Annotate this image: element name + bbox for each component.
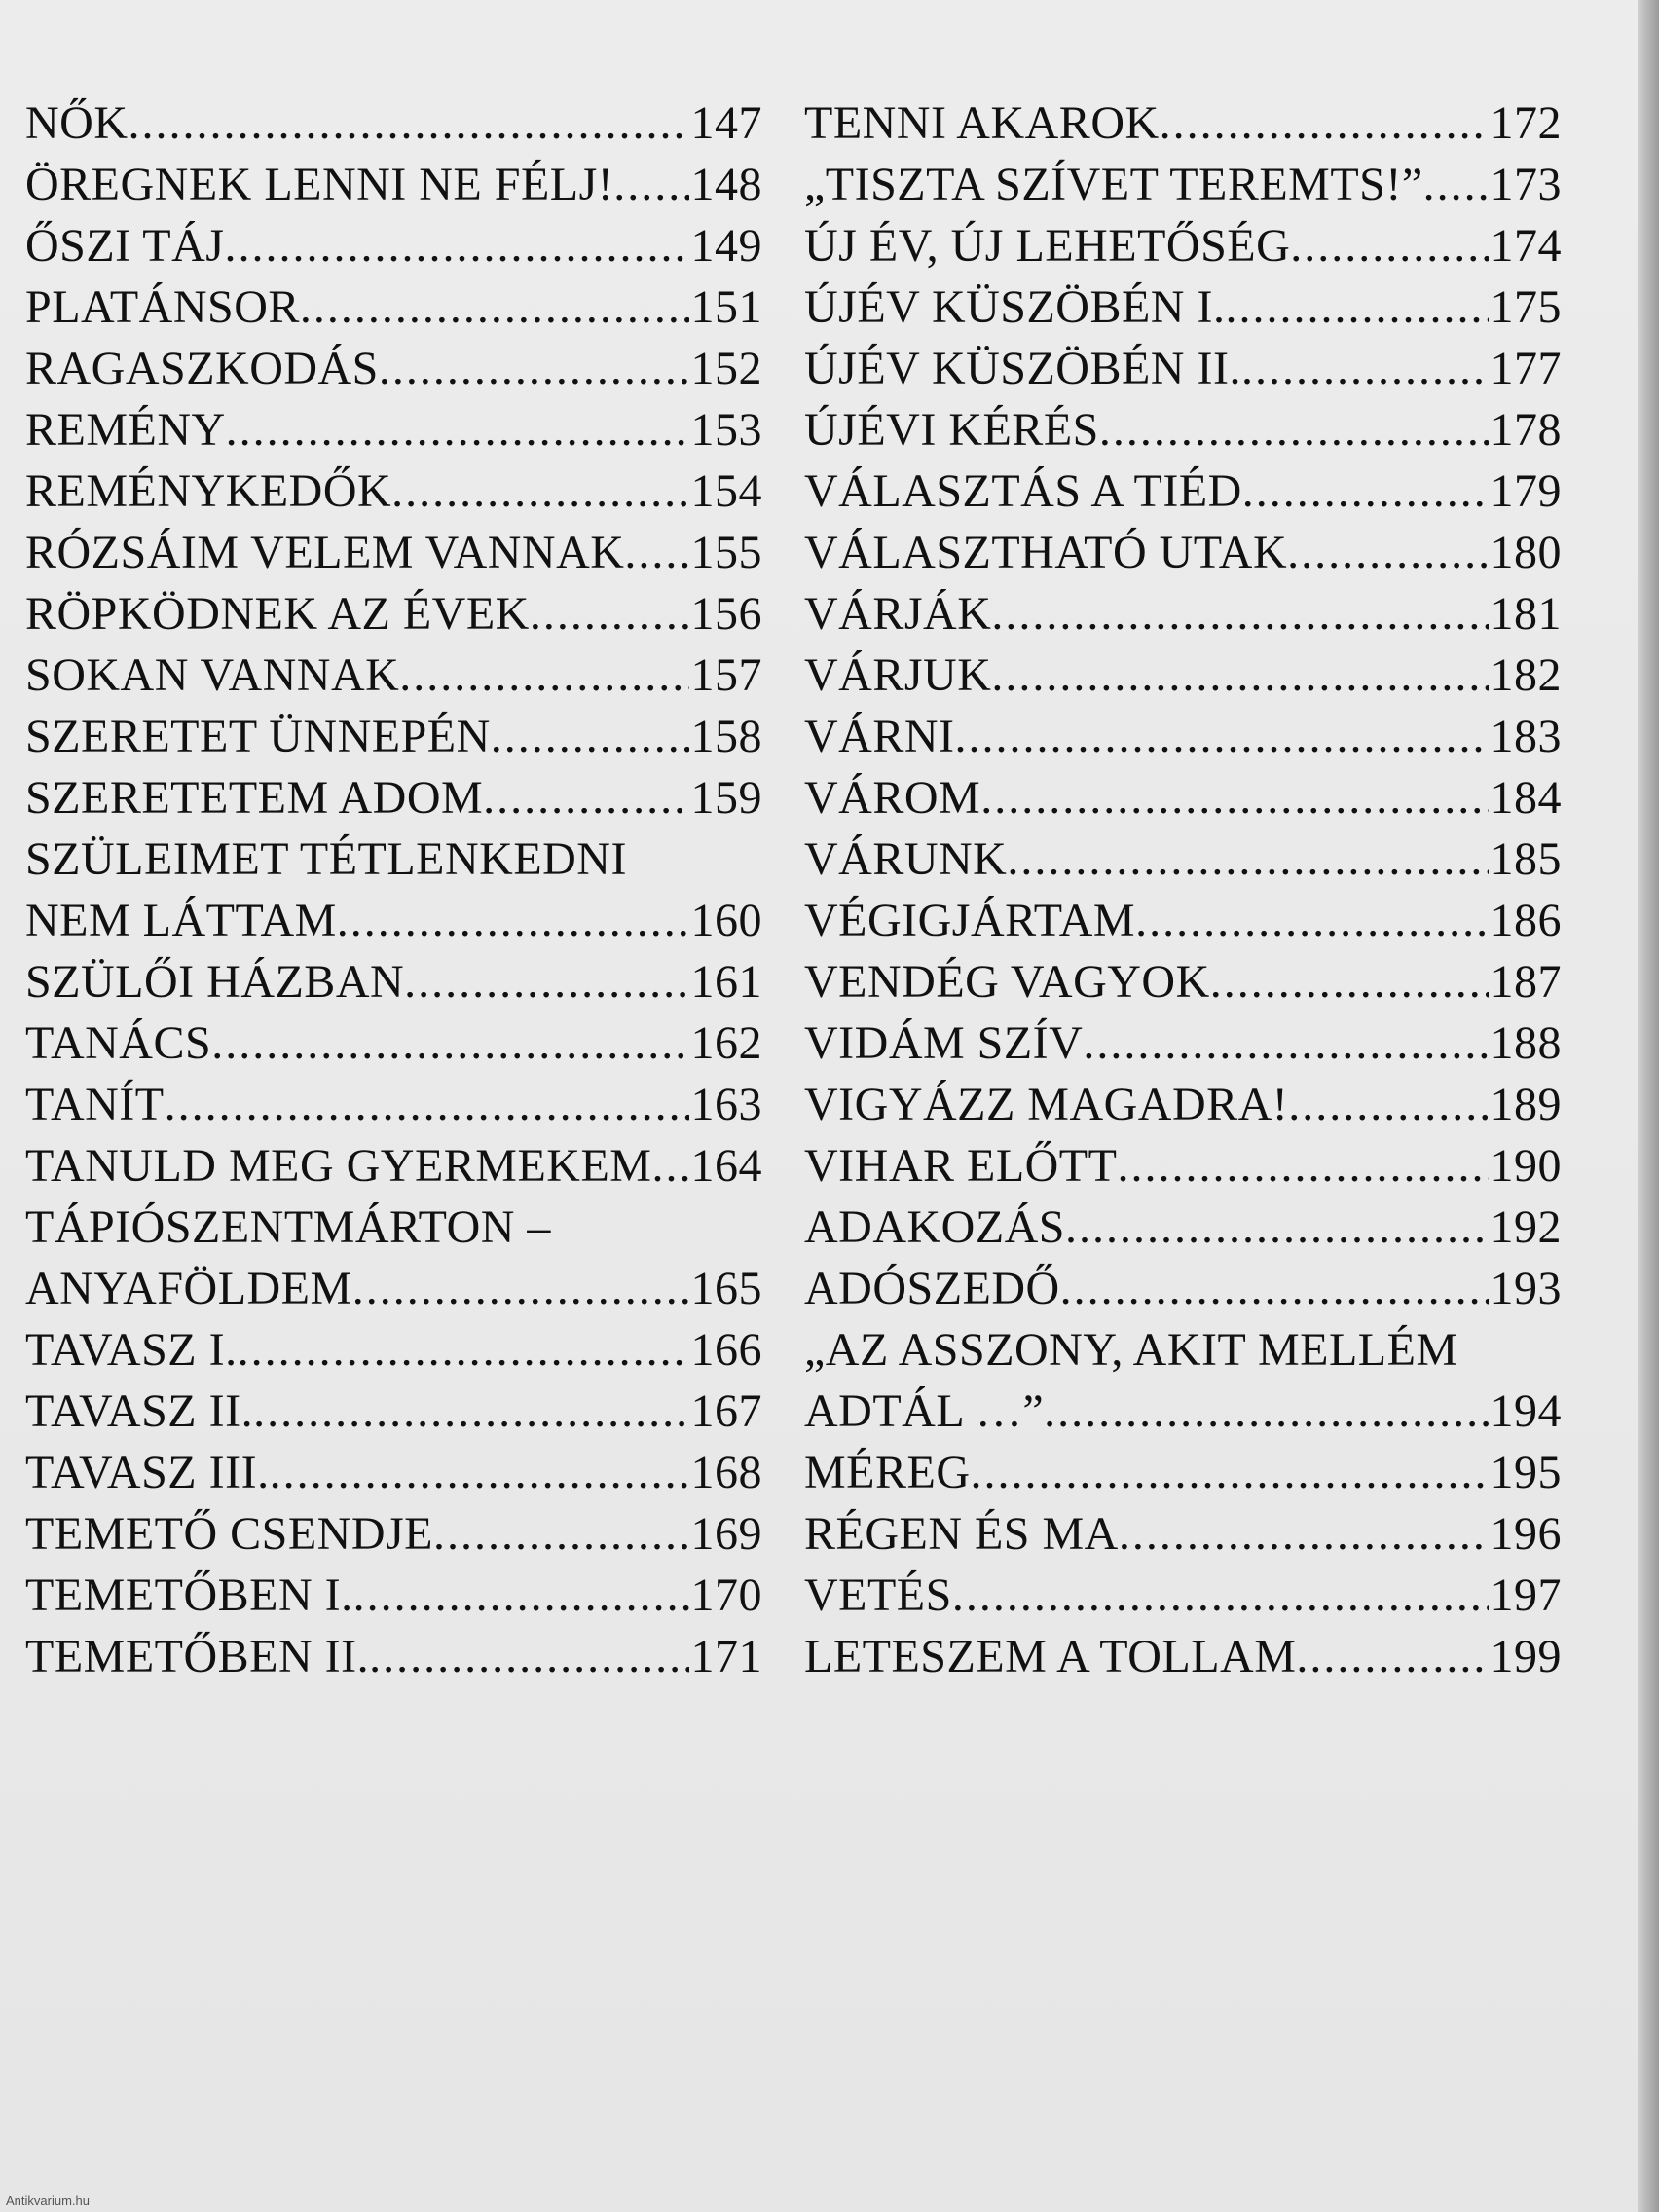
- toc-entry-page-number: 183: [1490, 711, 1562, 762]
- toc-leader-dots: [1065, 1197, 1489, 1258]
- toc-entry: [25, 890, 762, 951]
- toc-leader-dots: [980, 767, 1488, 829]
- toc-entry-title: ÚJÉVI KÉRÉS: [804, 404, 1099, 456]
- toc-entry-page-number: 149: [690, 220, 762, 272]
- toc-entry: [804, 951, 1562, 1013]
- toc-leader-dots: [1119, 1503, 1489, 1565]
- toc-entry-page-number: 192: [1490, 1201, 1562, 1253]
- toc-entry-title: VIGYÁZZ MAGADRA!: [804, 1079, 1289, 1130]
- toc-entry-title: TEMETŐ CSENDJE: [25, 1508, 433, 1560]
- toc-entry: [25, 522, 762, 583]
- toc-leader-dots: [624, 522, 688, 583]
- toc-entry: [804, 583, 1562, 645]
- toc-leader-dots: [1290, 215, 1488, 276]
- toc-entry-page-number: 186: [1490, 895, 1562, 946]
- toc-entry-title: REMÉNYKEDŐK: [25, 465, 392, 517]
- toc-entry-page-number: 177: [1490, 343, 1562, 394]
- toc-entry: [25, 154, 762, 215]
- toc-leader-dots: [1288, 1074, 1488, 1135]
- toc-entry: [25, 1135, 762, 1197]
- toc-entry: [804, 706, 1562, 767]
- toc-leader-dots: [1210, 951, 1489, 1013]
- toc-entry-title: RAGASZKODÁS: [25, 343, 379, 394]
- toc-leader-dots: [1242, 461, 1489, 522]
- toc-entry: [804, 767, 1562, 829]
- toc-entry-page-number: 153: [690, 404, 762, 456]
- toc-entry: [804, 399, 1562, 461]
- toc-leader-dots: [971, 1442, 1489, 1503]
- toc-entry-title: TAVASZ II.: [25, 1385, 254, 1437]
- toc-entry-page-number: 189: [1490, 1079, 1562, 1130]
- toc-entry-page-number: 185: [1490, 833, 1562, 885]
- toc-leader-dots: [1225, 276, 1488, 338]
- toc-entry: [25, 1319, 762, 1381]
- toc-entry-title: VENDÉG VAGYOK: [804, 956, 1210, 1008]
- toc-entry-page-number: 193: [1490, 1263, 1562, 1314]
- toc-entry: [804, 1258, 1562, 1319]
- toc-entry: [804, 1565, 1562, 1626]
- toc-entry: [25, 1442, 762, 1503]
- toc-leader-dots: [369, 1626, 688, 1687]
- toc-entry-page-number: 167: [690, 1385, 762, 1437]
- toc-leader-dots: [613, 154, 688, 215]
- toc-entry-page-number: 169: [690, 1508, 762, 1560]
- watermark: Antikvarium.hu: [6, 2194, 90, 2208]
- toc-entry-page-number: 155: [690, 527, 762, 578]
- toc-entry-page-number: 161: [690, 956, 762, 1008]
- toc-leader-dots: [952, 1565, 1489, 1626]
- toc-entry-title: RÖPKÖDNEK AZ ÉVEK: [25, 588, 530, 640]
- toc-entry-title: TANÁCS: [25, 1017, 212, 1069]
- toc-entry-page-number: 147: [690, 97, 762, 149]
- toc-entry-page-number: 194: [1490, 1385, 1562, 1437]
- toc-entry: [25, 1503, 762, 1565]
- toc-leader-dots: [379, 338, 689, 399]
- toc-entry: [25, 399, 762, 461]
- toc-entry-title: VETÉS: [804, 1569, 952, 1621]
- toc-leader-dots: [399, 645, 688, 706]
- toc-entry: [25, 829, 762, 890]
- toc-entry-title: ÚJÉV KÜSZÖBÉN II.: [804, 343, 1241, 394]
- toc-entry-page-number: 199: [1490, 1631, 1562, 1682]
- toc-entry-page-number: 195: [1490, 1447, 1562, 1498]
- toc-right-column: [804, 92, 1562, 1687]
- toc-entry: [804, 154, 1562, 215]
- toc-entry-page-number: 154: [690, 465, 762, 517]
- toc-entry-title: ÖREGNEK LENNI NE FÉLJ!: [25, 159, 614, 210]
- toc-entry: [25, 1258, 762, 1319]
- toc-entry: [804, 1626, 1562, 1687]
- toc-entry: [25, 583, 762, 645]
- toc-leader-dots: [1160, 92, 1489, 154]
- toc-entry-title: VÁRUNK: [804, 833, 1008, 885]
- toc-entry-title: SZÜLEIMET TÉTLENKEDNI: [25, 833, 627, 885]
- toc-leader-dots: [991, 583, 1488, 645]
- toc-entry: [804, 829, 1562, 890]
- toc-entry: [804, 1013, 1562, 1074]
- toc-entry: [804, 522, 1562, 583]
- toc-entry: [25, 706, 762, 767]
- toc-leader-dots: [1099, 399, 1489, 461]
- toc-leader-dots: [211, 1013, 688, 1074]
- toc-entry-page-number: 172: [1490, 97, 1562, 149]
- toc-entry-title: TAVASZ III.: [25, 1447, 270, 1498]
- toc-leader-dots: [300, 276, 689, 338]
- toc-entry-title: VÉGIGJÁRTAM: [804, 895, 1136, 946]
- toc-leader-dots: [1007, 829, 1488, 890]
- toc-entry: [804, 461, 1562, 522]
- toc-entry-title: TANÍT: [25, 1079, 165, 1130]
- toc-entry: [804, 92, 1562, 154]
- toc-entry-title: NŐK: [25, 97, 129, 149]
- toc-entry-title: VÁLASZTHATÓ UTAK: [804, 527, 1288, 578]
- toc-leader-dots: [530, 583, 689, 645]
- toc-entry-title: ADÓSZEDŐ: [804, 1263, 1060, 1314]
- toc-entry-page-number: 163: [690, 1079, 762, 1130]
- toc-entry-page-number: 187: [1490, 956, 1562, 1008]
- toc-entry-title: VIHAR ELŐTT: [804, 1140, 1118, 1192]
- toc-entry-page-number: 164: [690, 1140, 762, 1192]
- toc-leader-dots: [491, 706, 689, 767]
- toc-leader-dots: [1296, 1626, 1488, 1687]
- toc-entry: [25, 1013, 762, 1074]
- toc-entry-title: VÁRJÁK: [804, 588, 992, 640]
- toc-entry-page-number: 156: [690, 588, 762, 640]
- toc-entry-page-number: 179: [1490, 465, 1562, 517]
- toc-entry-page-number: 173: [1490, 159, 1562, 210]
- toc-entry-page-number: 162: [690, 1017, 762, 1069]
- toc-entry-page-number: 160: [690, 895, 762, 946]
- toc-entry-title: TEMETŐBEN II.: [25, 1631, 370, 1682]
- toc-entry-page-number: 174: [1490, 220, 1562, 272]
- toc-entry: [25, 1381, 762, 1442]
- toc-entry-page-number: 158: [690, 711, 762, 762]
- toc-entry: [25, 767, 762, 829]
- toc-leader-dots: [391, 461, 688, 522]
- toc-entry-title: ANYAFÖLDEM: [25, 1263, 352, 1314]
- toc-entry: [804, 890, 1562, 951]
- toc-entry: [25, 1197, 762, 1258]
- toc-entry-page-number: 165: [690, 1263, 762, 1314]
- toc-entry: [804, 215, 1562, 276]
- toc-entry-title: LETESZEM A TOLLAM: [804, 1631, 1297, 1682]
- toc-entry: [804, 1074, 1562, 1135]
- page-edge-shadow: [1638, 0, 1659, 2212]
- toc-entry: [25, 1074, 762, 1135]
- toc-entry-title: ŐSZI TÁJ: [25, 220, 225, 272]
- toc-entry-title: SZERETET ÜNNEPÉN: [25, 711, 491, 762]
- toc-entry-page-number: 159: [690, 772, 762, 824]
- toc-entry-page-number: 182: [1490, 649, 1562, 701]
- toc-entry-title: TEMETŐBEN I.: [25, 1569, 353, 1621]
- toc-leader-dots: [337, 890, 689, 951]
- toc-entry: [25, 1626, 762, 1687]
- toc-entry-page-number: 197: [1490, 1569, 1562, 1621]
- toc-entry: [804, 1319, 1562, 1381]
- toc-entry-title: ÚJ ÉV, ÚJ LEHETŐSÉG: [804, 220, 1291, 272]
- toc-entry-title: ADTÁL …”: [804, 1385, 1045, 1437]
- toc-entry-title: ÚJÉV KÜSZÖBÉN I.: [804, 281, 1226, 333]
- toc-entry-page-number: 151: [690, 281, 762, 333]
- toc-leader-dots: [1060, 1258, 1489, 1319]
- toc-leader-dots: [433, 1503, 689, 1565]
- toc-entry-page-number: 148: [690, 159, 762, 210]
- toc-entry-title: TANULD MEG GYERMEKEM: [25, 1140, 652, 1192]
- toc-entry-title: SOKAN VANNAK: [25, 649, 400, 701]
- toc-entry-page-number: 166: [690, 1324, 762, 1376]
- toc-entry-page-number: 171: [690, 1631, 762, 1682]
- toc-entry-title: PLATÁNSOR: [25, 281, 300, 333]
- toc-leader-dots: [1287, 522, 1488, 583]
- toc-entry-title: TÁPIÓSZENTMÁRTON –: [25, 1201, 551, 1253]
- toc-entry-title: MÉREG: [804, 1447, 971, 1498]
- toc-entry-page-number: 178: [1490, 404, 1562, 456]
- toc-entry-title: NEM LÁTTAM: [25, 895, 337, 946]
- toc-entry: [25, 951, 762, 1013]
- toc-entry-page-number: 168: [690, 1447, 762, 1498]
- toc-entry-title: „AZ ASSZONY, AKIT MELLÉM: [804, 1324, 1458, 1376]
- toc-entry: [25, 645, 762, 706]
- toc-entry-page-number: 190: [1490, 1140, 1562, 1192]
- toc-entry-title: RÉGEN ÉS MA: [804, 1508, 1119, 1560]
- toc-entry-page-number: 157: [690, 649, 762, 701]
- toc-entry: [25, 1565, 762, 1626]
- toc-leader-dots: [1241, 338, 1489, 399]
- toc-leader-dots: [955, 706, 1489, 767]
- toc-entry: [25, 215, 762, 276]
- toc-leader-dots: [129, 92, 689, 154]
- toc-entry-page-number: 180: [1490, 527, 1562, 578]
- toc-entry-page-number: 170: [690, 1569, 762, 1621]
- toc-entry-title: RÓZSÁIM VELEM VANNAK: [25, 527, 625, 578]
- toc-leader-dots: [1423, 154, 1489, 215]
- toc-entry-title: VÁRNI: [804, 711, 955, 762]
- toc-leader-dots: [253, 1381, 688, 1442]
- toc-leader-dots: [238, 1319, 689, 1381]
- toc-entry: [804, 338, 1562, 399]
- toc-entry-title: SZÜLŐI HÁZBAN: [25, 956, 405, 1008]
- toc-entry: [804, 645, 1562, 706]
- toc-entry-title: VIDÁM SZÍV: [804, 1017, 1084, 1069]
- toc-entry-title: REMÉNY: [25, 404, 226, 456]
- toc-entry: [25, 92, 762, 154]
- toc-entry-page-number: 184: [1490, 772, 1562, 824]
- toc-entry-title: SZERETETEM ADOM: [25, 772, 484, 824]
- toc-leader-dots: [1135, 890, 1488, 951]
- toc-leader-dots: [1044, 1381, 1488, 1442]
- toc-entry-title: TAVASZ I.: [25, 1324, 238, 1376]
- toc-entry-title: „TISZTA SZÍVET TEREMTS!”: [804, 159, 1423, 210]
- toc-entry-title: ADAKOZÁS: [804, 1201, 1065, 1253]
- toc-entry-title: VÁLASZTÁS A TIÉD: [804, 465, 1242, 517]
- toc-entry: [804, 276, 1562, 338]
- toc-entry-title: VÁRJUK: [804, 649, 992, 701]
- toc-entry: [804, 1381, 1562, 1442]
- toc-leader-dots: [404, 951, 688, 1013]
- toc-entry: [804, 1503, 1562, 1565]
- toc-leader-dots: [270, 1442, 689, 1503]
- toc-entry-page-number: 152: [690, 343, 762, 394]
- toc-left-column: [25, 92, 762, 1687]
- toc-entry: [25, 461, 762, 522]
- toc-entry: [804, 1442, 1562, 1503]
- toc-entry-title: VÁROM: [804, 772, 981, 824]
- toc-leader-dots: [483, 767, 688, 829]
- toc-leader-dots: [651, 1135, 688, 1197]
- toc-leader-dots: [224, 215, 688, 276]
- toc-leader-dots: [352, 1258, 689, 1319]
- toc-entry: [25, 338, 762, 399]
- toc-entry-page-number: 196: [1490, 1508, 1562, 1560]
- toc-entry: [804, 1135, 1562, 1197]
- toc-leader-dots: [1083, 1013, 1488, 1074]
- toc-entry-page-number: 188: [1490, 1017, 1562, 1069]
- toc-entry-page-number: 181: [1490, 588, 1562, 640]
- toc-leader-dots: [353, 1565, 689, 1626]
- toc-entry-title: TENNI AKAROK: [804, 97, 1160, 149]
- toc-entry: [804, 1197, 1562, 1258]
- toc-leader-dots: [1117, 1135, 1488, 1197]
- toc-leader-dots: [226, 399, 689, 461]
- toc-entry: [25, 276, 762, 338]
- toc-entry-page-number: 175: [1490, 281, 1562, 333]
- toc-leader-dots: [165, 1074, 689, 1135]
- toc-leader-dots: [991, 645, 1488, 706]
